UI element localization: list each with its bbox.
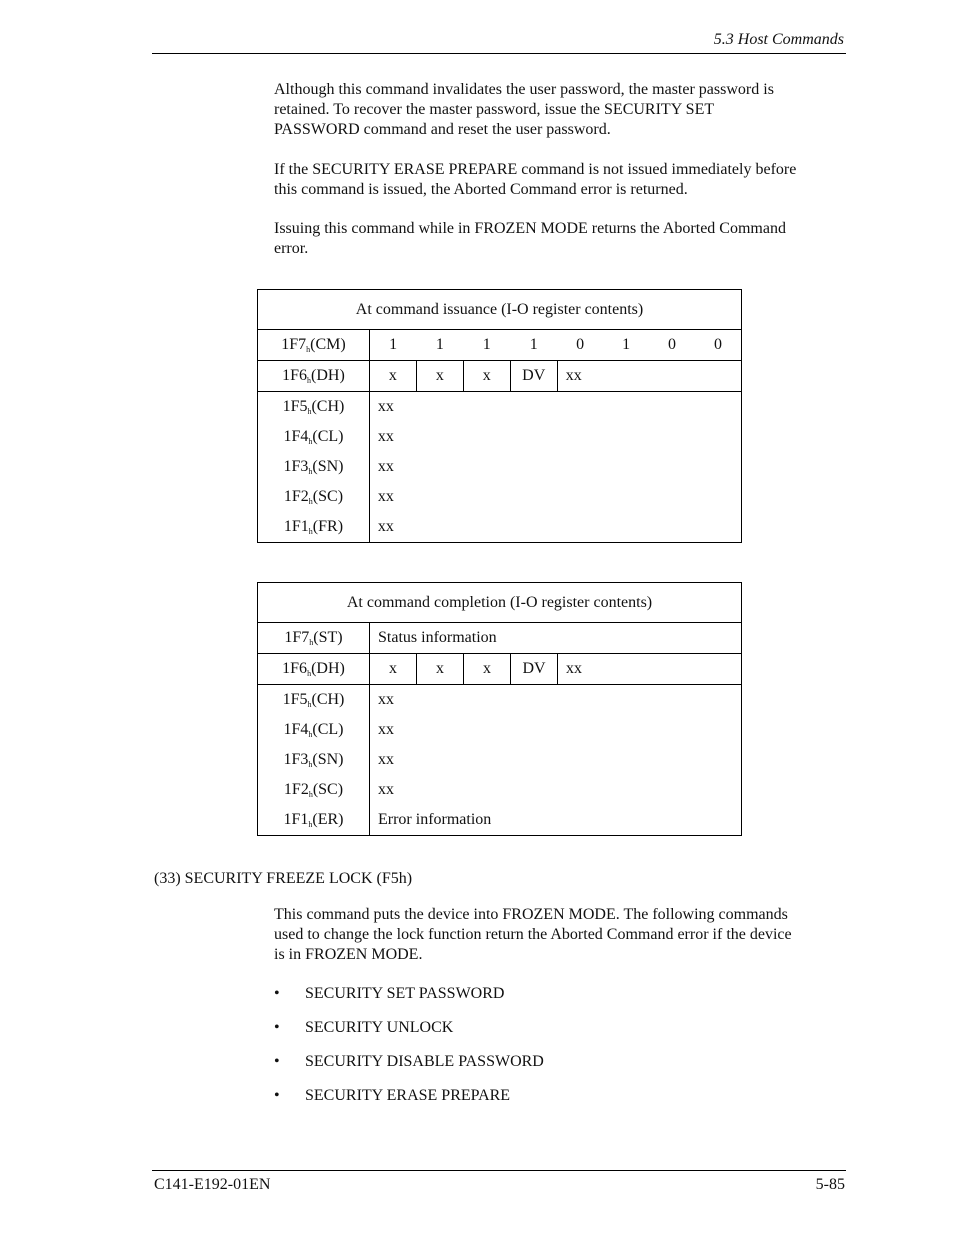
bullet-icon: • [274, 1087, 280, 1104]
value-cell: xx [557, 361, 741, 392]
bullet-icon: • [274, 985, 280, 1002]
value-cell: xx [369, 422, 741, 452]
bit-cell: 1 [510, 330, 557, 361]
list-item-text: SECURITY UNLOCK [305, 1019, 454, 1036]
text-line: This command puts the device into FROZEN MODE. The following commands [274, 906, 788, 923]
bit-cell: x [416, 361, 463, 392]
value-cell: xx [369, 512, 741, 543]
table-row [258, 715, 742, 745]
table-row [258, 361, 742, 392]
value-cell: xx [369, 482, 741, 512]
register-name: $1F4_h(CL)$ [258, 422, 370, 452]
table-row [258, 745, 742, 775]
bullet-icon: • [274, 1053, 280, 1070]
register-name: $1F4_h(CL)$ [258, 715, 370, 745]
text-line: retained. To recover the master password, issue the SECURITY SET [274, 101, 715, 118]
bit-cell: 1 [416, 330, 463, 361]
bit-cell: x [369, 361, 416, 392]
text-line: Issuing this command while in FROZEN MODE returns the Aborted Command [274, 220, 786, 237]
register-name: $1F3_h(SN)$ [258, 745, 370, 775]
list-item-text: SECURITY ERASE PREPARE [305, 1087, 511, 1104]
table-caption: At command completion (I-O register contents) [258, 583, 742, 623]
text-line: this command is issued, the Aborted Command error is returned. [274, 181, 688, 198]
value-cell: xx [370, 745, 742, 775]
text-line: used to change the lock function return the Aborted Command error if the device [274, 926, 792, 943]
text-line: If the SECURITY ERASE PREPARE command is not issued immediately before [274, 161, 797, 178]
register-name: $1F6_h(DH)$ [258, 361, 370, 392]
value-cell: xx [369, 452, 741, 482]
register-name: $1F5_h(CH)$ [258, 685, 370, 716]
list-item-text: SECURITY SET PASSWORD [305, 985, 505, 1002]
text-line: Although this command invalidates the user password, the master password is [274, 81, 774, 98]
bit-cell: 0 [695, 330, 742, 361]
table-row [258, 623, 742, 654]
table-row [258, 422, 742, 452]
register-name: $1F7_h(ST)$ [258, 623, 370, 654]
register-name: $1F2_h(SC)$ [258, 482, 370, 512]
completion-register-table [257, 582, 742, 836]
list-item [274, 1018, 544, 1052]
bit-cell: 1 [603, 330, 649, 361]
value-cell: xx [558, 654, 742, 685]
table-row [258, 685, 742, 716]
register-name: $1F1_h(FR)$ [258, 512, 370, 543]
register-name: $1F5_h(CH)$ [258, 392, 370, 423]
bit-cell: x [370, 654, 417, 685]
value-cell: xx [370, 715, 742, 745]
list-item [274, 1086, 544, 1120]
table-caption: At command issuance (I-O register contents) [258, 290, 742, 330]
table-row [258, 775, 742, 805]
table-row [258, 392, 742, 423]
text-line: error. [274, 240, 309, 257]
register-name: $1F2_h(SC)$ [258, 775, 370, 805]
bit-cell: x [463, 361, 510, 392]
locked-command-list [274, 984, 544, 1120]
document-id: C141-E192-01EN [154, 1176, 271, 1193]
table-row [258, 482, 742, 512]
value-cell: xx [370, 685, 742, 716]
value-cell: xx [370, 775, 742, 805]
text-line: PASSWORD command and reset the user password. [274, 121, 611, 138]
bit-cell: x [464, 654, 511, 685]
value-cell: Status information [370, 623, 742, 654]
bit-cell: DV [511, 654, 558, 685]
text-line: is in FROZEN MODE. [274, 946, 423, 963]
table-row [258, 512, 742, 543]
register-name: $1F7_h(CM)$ [258, 330, 370, 361]
register-name: $1F3_h(SN)$ [258, 452, 370, 482]
page-number: 5-85 [815, 1176, 845, 1193]
bit-cell: 1 [463, 330, 510, 361]
value-cell: xx [369, 392, 741, 423]
bit-cell: x [417, 654, 464, 685]
list-item [274, 1052, 544, 1086]
bit-cell: 0 [649, 330, 695, 361]
register-name: $1F1_h(ER)$ [258, 805, 370, 836]
bit-cell: 0 [557, 330, 603, 361]
issuance-register-table [257, 289, 742, 543]
list-item-text: SECURITY DISABLE PASSWORD [305, 1053, 544, 1070]
register-name: $1F6_h(DH)$ [258, 654, 370, 685]
paragraph-master-password [274, 80, 846, 140]
bit-cell: DV [510, 361, 557, 392]
bullet-icon: • [274, 1019, 280, 1036]
bit-cell: 1 [369, 330, 416, 361]
header-rule [152, 53, 846, 54]
table-row [258, 452, 742, 482]
list-item [274, 984, 544, 1018]
paragraph-freeze-lock [274, 905, 846, 965]
section-heading: (33) SECURITY FREEZE LOCK (F5h) [154, 870, 413, 887]
running-header: 5.3 Host Commands [713, 31, 844, 48]
table-row [258, 654, 742, 685]
value-cell: Error information [370, 805, 742, 836]
table-row [258, 330, 742, 361]
paragraph-erase-prepare [274, 160, 846, 200]
footer-rule [152, 1170, 846, 1171]
paragraph-frozen-mode [274, 219, 846, 259]
table-row [258, 805, 742, 836]
